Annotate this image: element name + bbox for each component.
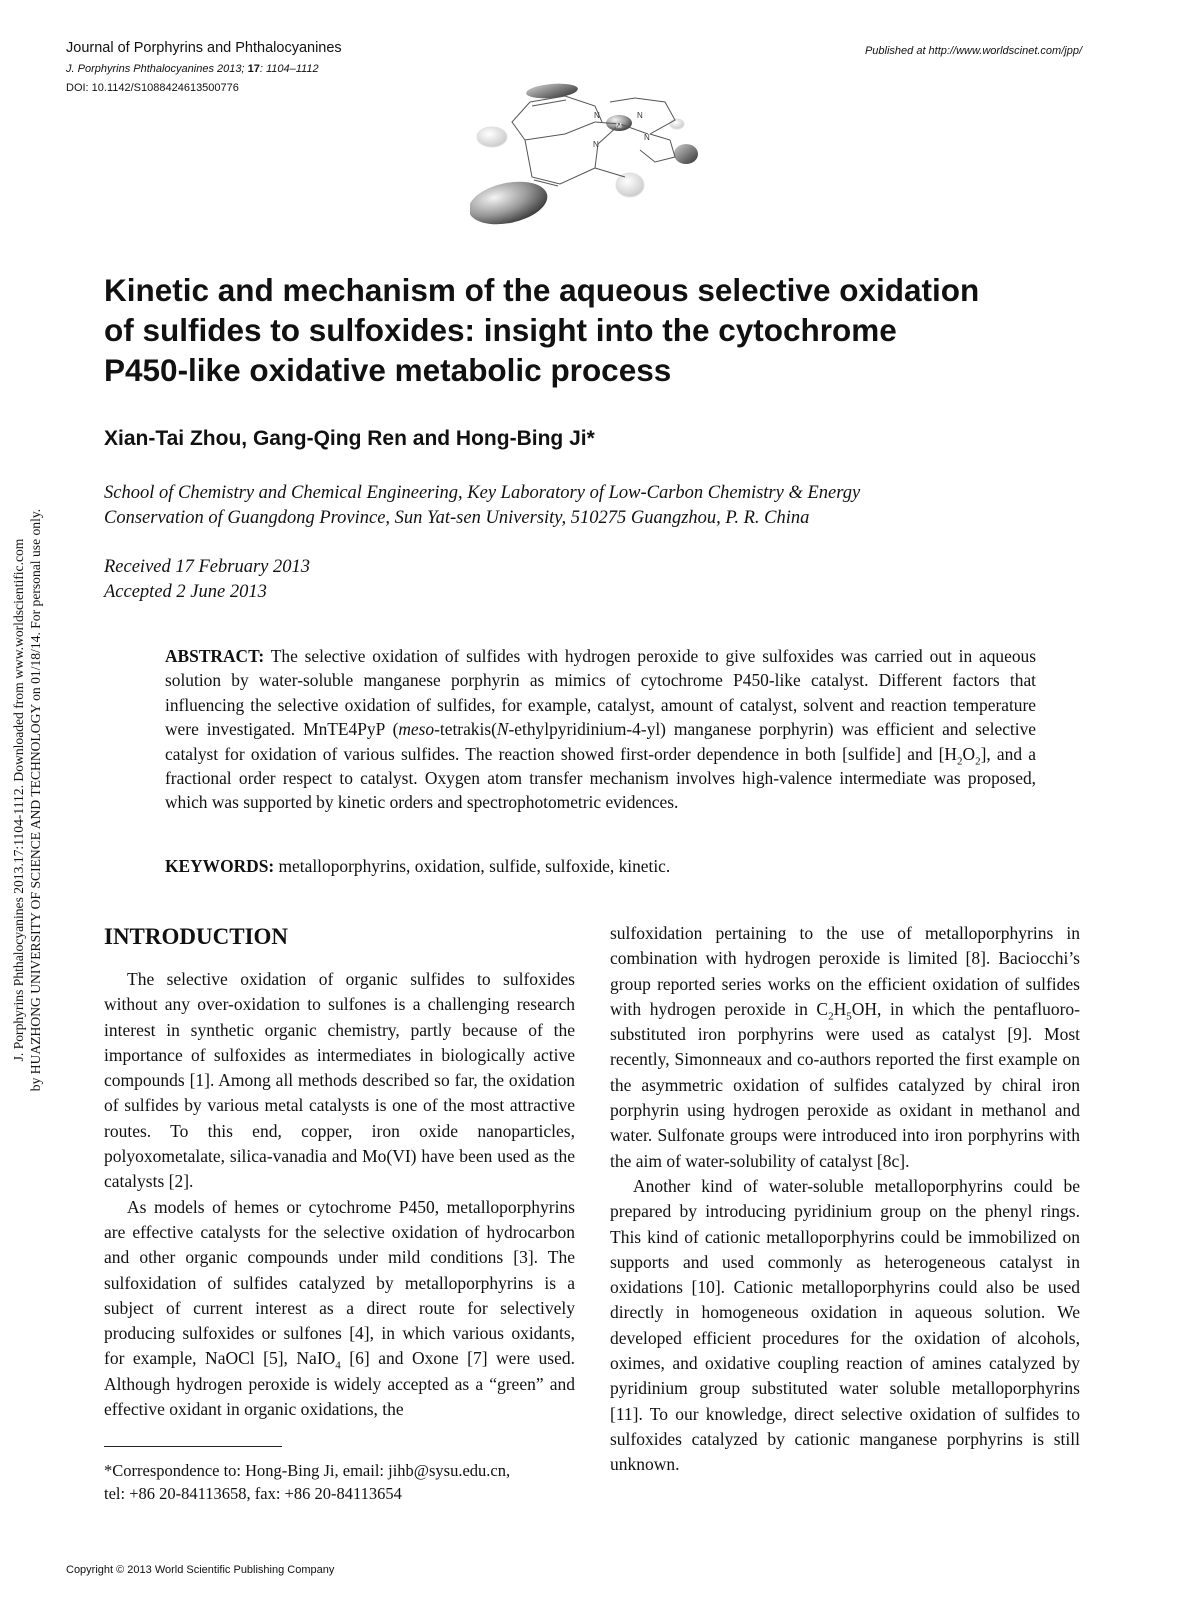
abstract-text-b: -tetrakis( bbox=[434, 719, 497, 740]
abstract-n-italic: N bbox=[496, 719, 509, 740]
doi: DOI: 10.1142/S1088424613500776 bbox=[66, 82, 239, 94]
nitrogen-label-1: N bbox=[594, 111, 600, 120]
intro-p2-text-a: As models of hemes or cytochrome P450, metalloporphyrins are effective catalysts for the selective oxidation of hydrocarbon and other organic compounds under mild conditions [3]. The sulfoxidation of sulfides catalyzed by metalloporphyrins is a subject of current interest as a direct route for selectively producing sulfoxides or sulfones [4], in which various oxidants, for example, NaOCl [5], NaIO bbox=[104, 1196, 575, 1369]
intro-p2-text-b: [6] and Oxone [7] were used. Although hydrogen peroxide is widely accepted as a “green” and effective oxidant in organic oxidations, the bbox=[104, 1348, 575, 1420]
intro-p3-text-b: OH, in which the pentafluoro-substituted iron porphyrins were used as catalyst [9]. Most recently, Simonneaux and co-authors reported the first example on the asymmetric oxidation of sulfides catalyzed by chiral iron porphyrin using hydrogen peroxide as oxidant in methanol and water. Sulfonate groups were introduced into iron porphyrins with the aim of water-solubility of catalyst [8c]. bbox=[610, 998, 1081, 1171]
article-title bbox=[104, 270, 1064, 390]
affiliation-line-2: Conservation of Guangdong Province, Sun Yat-sen University, 510275 Guangzhou, P. R. China bbox=[104, 507, 810, 528]
footnote-line-1: *Correspondence to: Hong-Bing Ji, email: jihb@sysu.edu.cn, bbox=[104, 1461, 511, 1480]
journal-citation bbox=[66, 63, 319, 75]
intro-p3-text-a: sulfoxidation pertaining to the use of metalloporphyrins in combination with hydrogen peroxide is limited [8]. Baciocchi’s group reported series works on the efficient oxidation of sulfides with hydrogen peroxide in C bbox=[610, 923, 1080, 1019]
intro-paragraph-2 bbox=[104, 1195, 575, 1423]
download-notice-line2: by HUAZHONG UNIVERSITY OF SCIENCE AND TECHNOLOGY on 01/18/14. For personal use only. bbox=[28, 508, 43, 1092]
abstract-sub: 2 bbox=[957, 755, 963, 768]
keywords-label: KEYWORDS: bbox=[165, 856, 275, 876]
keywords-text: metalloporphyrins, oxidation, sulfide, sulfoxide, kinetic. bbox=[274, 856, 671, 876]
published-url[interactable]: Published at http://www.worldscinet.com/jpp/ bbox=[864, 45, 1082, 57]
citation-pages: : 1104–1112 bbox=[259, 63, 319, 75]
affiliation bbox=[104, 481, 1064, 530]
nitrogen-label-4: N bbox=[593, 140, 599, 149]
accepted-date: Accepted 2 June 2013 bbox=[104, 581, 267, 602]
abstract-o: O bbox=[962, 743, 976, 764]
intro-p2-sub: 4 bbox=[335, 1359, 341, 1372]
abstract-label: ABSTRACT: bbox=[165, 646, 265, 666]
left-column bbox=[104, 967, 575, 1422]
intro-paragraph-1: The selective oxidation of organic sulfides to sulfoxides without any over-oxidation to sulfones is a challenging research interest in synthetic organic chemistry, partly because of the importance of sulfoxides as intermediates in biologically active compounds [1]. Among all methods described so far, the oxidation of sulfides by various metal catalysts is one of the most attractive routes. To this end, copper, iron oxide nanoparticles, polyoxometalate, silica-vanadia and Mo(VI) have been used as the catalysts [2]. bbox=[104, 969, 575, 1192]
right-column bbox=[610, 921, 1080, 1478]
abstract-meso: meso bbox=[398, 719, 435, 740]
received-date: Received 17 February 2013 bbox=[104, 557, 310, 577]
intro-p3-sub: 5 bbox=[846, 1010, 852, 1023]
abstract-text-d: ], and a fractional order respect to catalyst. Oxygen atom transfer mechanism involves high-valence intermediate was proposed, which was supported by kinetic orders and spectrophotometric evidences. bbox=[165, 743, 1037, 813]
download-notice-line1: J. Porphyrins Phthalocyanines 2013.17:1104-1112. Downloaded from www.worldscientific.com bbox=[11, 538, 26, 1062]
nitrogen-label-2: N bbox=[637, 111, 643, 120]
copyright: Copyright © 2013 World Scientific Publishing Company bbox=[66, 1564, 335, 1576]
porphyrin-lobes bbox=[470, 82, 698, 231]
title-line-1: Kinetic and mechanism of the aqueous selective oxidation bbox=[104, 272, 980, 308]
metal-label: M bbox=[616, 123, 622, 130]
footnote-line-2: tel: +86 20-84113658, fax: +86 20-84113654 bbox=[104, 1484, 402, 1503]
article-dates bbox=[104, 555, 310, 604]
download-notice bbox=[10, 509, 44, 1091]
authors: Xian-Tai Zhou, Gang-Qing Ren and Hong-Bing Ji* bbox=[104, 427, 595, 450]
citation-journal: J. Porphyrins Phthalocyanines bbox=[66, 63, 214, 75]
correspondence-footnote bbox=[104, 1459, 575, 1505]
footnote-divider bbox=[104, 1446, 282, 1447]
title-line-3: P450-like oxidative metabolic process bbox=[104, 352, 672, 388]
journal-name: Journal of Porphyrins and Phthalocyanines bbox=[66, 40, 342, 56]
intro-p3-sub: 2 bbox=[828, 1010, 834, 1023]
download-sidebar bbox=[0, 0, 55, 1605]
intro-p3-h: H bbox=[833, 998, 847, 1019]
abstract-sub: 2 bbox=[975, 755, 981, 768]
porphyrin-logo bbox=[470, 82, 730, 232]
title-line-2: of sulfides to sulfoxides: insight into the cytochrome bbox=[104, 312, 897, 348]
citation-year: 2013; bbox=[217, 63, 245, 75]
introduction-heading: INTRODUCTION bbox=[104, 924, 289, 949]
intro-paragraph-4: Another kind of water-soluble metalloporphyrins could be prepared by introducing pyridinium group on the phenyl rings. This kind of cationic metalloporphyrins could be immobilized on supports and used commonly as heterogeneous catalyst in oxidations [10]. Cationic metalloporphyrins could also be used directly in homogeneous oxidation in aqueous solution. We developed efficient procedures for the oxidation of alcohols, oximes, and oxidative coupling reaction of amines catalyzed by pyridinium group substituted water soluble metalloporphyrins [11]. To our knowledge, direct selective oxidation of sulfides to sulfoxides catalyzed by cationic manganese porphyrins is still unknown. bbox=[610, 1175, 1080, 1475]
nitrogen-label-3: N bbox=[644, 133, 650, 142]
citation-volume: 17 bbox=[247, 63, 260, 75]
abstract-text-c: -ethylpyridinium-4-yl) manganese porphyrin) was efficient and selective catalyst for oxidation of various sulfides. The reaction showed first-order dependence in both [sulfide] and [H bbox=[165, 719, 1036, 764]
keywords bbox=[165, 854, 1036, 878]
abstract bbox=[165, 644, 1036, 815]
abstract-text-a: The selective oxidation of sulfides with hydrogen peroxide to give sulfoxides was carried out in aqueous solution by water-soluble manganese porphyrin as mimics of cytochrome P450-like catalyst. Different factors that influencing the selective oxidation of sulfides, for example, catalyst, amount of catalyst, solvent and reaction temperature were investigated. MnTE4PyP ( bbox=[165, 646, 1036, 740]
affiliation-line-1: School of Chemistry and Chemical Engineering, Key Laboratory of Low-Carbon Chemistry & Energy bbox=[104, 483, 861, 503]
intro-paragraph-3 bbox=[610, 921, 1080, 1174]
